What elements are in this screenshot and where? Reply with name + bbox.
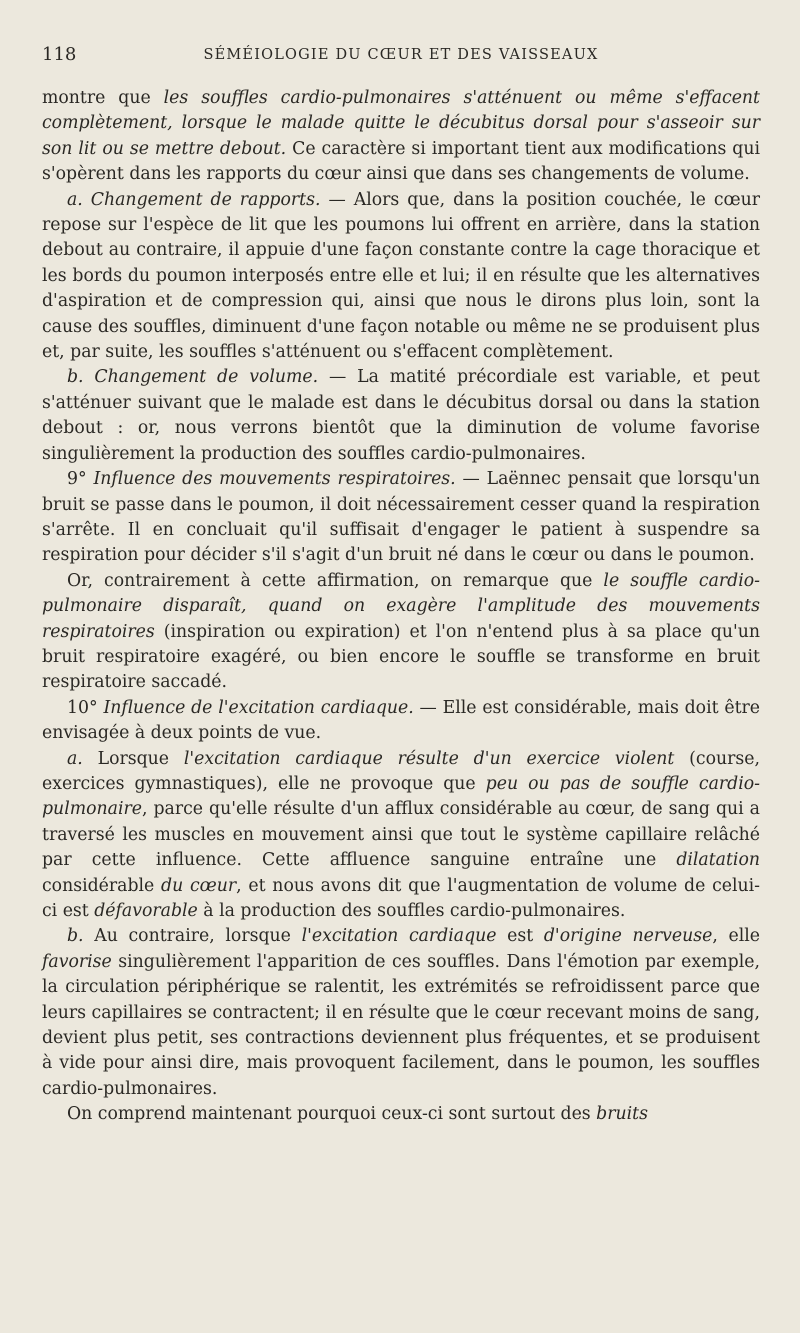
italic-text: a.	[67, 748, 83, 769]
paragraph	[42, 86, 760, 188]
italic-text: les souffles cardio-pulmonaires s'atténuent ou même s'effacent complètement, lorsque le malade quitte le décubitus dorsal pour s'asseoir sur son lit ou se mettre debout.	[42, 88, 760, 159]
paragraph	[42, 1102, 760, 1127]
paragraph	[42, 467, 760, 569]
text-run: (inspiration ou expiration) et l'on n'entend plus à sa place qu'un bruit respiratoire exagéré, ou bien encore le souffle se transforme en bruit respiratoire saccadé.	[42, 621, 760, 693]
text-run: (course, exercices gymnastiques), elle ne provoque que	[42, 748, 760, 794]
italic-text: défavorable	[94, 901, 198, 921]
text-run: considérable	[42, 875, 162, 896]
paragraph	[42, 924, 760, 1102]
text-run: est	[496, 926, 544, 947]
text-run: 9°	[67, 469, 94, 490]
text-run: 10°	[67, 697, 104, 718]
text-run: — Elle est considérable, mais doit être envisagée à deux points de vue.	[42, 697, 761, 744]
paragraph	[42, 569, 760, 696]
text-run: — Laënnec pensait que lorsqu'un bruit se passe dans le poumon, il doit nécessairement cesser quand la respiration s'arrête. Il en concluait qu'il suffisait d'engager le patient à suspendre sa respiration pour décider s'il s'agit d'un bruit né dans le cœur ou dans le poumon.	[42, 469, 760, 566]
paragraph	[42, 365, 760, 467]
italic-text: bruits	[596, 1104, 648, 1125]
body-text	[42, 86, 760, 1128]
text-run: singulièrement l'apparition de ces souffles. Dans l'émotion par exemple, la circulation périphérique se ralentit, les extrémités se refroidissent parce que leurs capillaires se contractent; il en résulte que le cœur recevant moins de sang, devient plus petit, ses contractions deviennent plus fréquentes, et se produisent à vide pour ainsi dire, mais provoquent facilement, dans le poumon, les souffles cardio-pulmonaires.	[42, 951, 760, 1099]
italic-text: a. Changement de rapports.	[67, 189, 321, 210]
text-run: Lorsque	[82, 748, 184, 769]
text-run: montre que	[42, 88, 164, 108]
paragraph	[42, 747, 760, 925]
text-run: , elle	[712, 926, 760, 947]
italic-text: peu ou pas de souffle cardio-pulmonaire	[42, 773, 760, 820]
italic-text: du cœur	[161, 875, 237, 896]
text-run: — La matité précordiale est variable, et peut s'atténuer suivant que le malade est dans le décubitus dorsal ou dans la station debout : or, nous verrons bientôt que la diminution de volume favorise singulièrement la production des souffles cardio-pulmonaires.	[42, 367, 760, 464]
italic-text: Influence de l'excitation cardiaque.	[103, 697, 414, 718]
italic-text: b. Changement de volume.	[67, 367, 319, 388]
page-header	[42, 44, 760, 72]
text-run: , parce qu'elle résulte d'un afflux considérable au cœur, de sang qui a traversé les muscles en mouvement ainsi que tout le système capillaire relâché par cette influence. Cette affluence sanguine entraîne une	[42, 799, 760, 871]
text-run: Au contraire, lorsque	[83, 926, 302, 947]
paragraph	[42, 696, 760, 747]
italic-text: b.	[67, 926, 84, 947]
italic-text: favorise	[42, 951, 112, 972]
italic-text: l'excitation cardiaque résulte d'un exercice violent	[183, 748, 675, 769]
italic-text: d'origine nerveuse	[543, 926, 713, 947]
paragraph	[42, 188, 760, 366]
page-number: 118	[42, 44, 77, 65]
text-run: , et nous avons dit que l'augmentation de volume de celui-ci est	[42, 875, 760, 921]
italic-text: dilatation	[676, 850, 760, 871]
text-run: à la production des souffles cardio-pulmonaires.	[197, 901, 626, 921]
running-title: SÉMÉIOLOGIE DU CŒUR ET DES VAISSEAUX	[203, 47, 599, 63]
text-run: Ce caractère si important tient aux modifications qui s'opèrent dans les rapports du cœur ainsi que dans ses changements de volume.	[42, 138, 761, 185]
text-run: Or, contrairement à cette affirmation, on remarque que	[67, 570, 604, 591]
italic-text: Influence des mouvements respiratoires.	[93, 469, 456, 490]
italic-text: l'excitation cardiaque	[301, 926, 497, 947]
text-run: On comprend maintenant pourquoi ceux-ci sont surtout des	[67, 1104, 597, 1125]
italic-text: le souffle cardio-pulmonaire disparaît, quand on exagère l'amplitude des mouvements respiratoires	[42, 570, 760, 642]
text-run: — Alors que, dans la position couchée, le cœur repose sur l'espèce de lit que les poumons lui offrent en arrière, dans la station debout au contraire, il appuie d'une façon constante contre la cage thoracique et les bords du poumon interposés entre elle et lui; il en résulte que les alternatives d'aspiration et de compression qui, ainsi que nous le dirons plus loin, sont la cause des souffles, diminuent d'une façon notable ou même ne se produisent plus et, par suite, les souffles s'atténuent ou s'effacent complètement.	[42, 189, 760, 363]
